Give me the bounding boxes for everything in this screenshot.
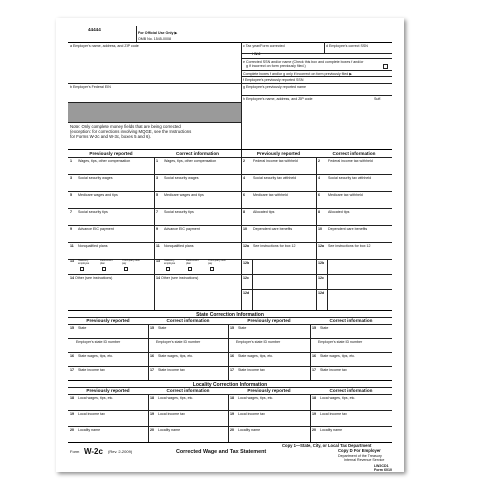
left-prev-box-label: Social security tips: [78, 210, 108, 214]
locality-box-number: 20: [70, 428, 74, 432]
locality-row-line: [68, 426, 392, 427]
left-prev-box-number: 7: [70, 210, 72, 214]
locality-box-label: Local income tax: [238, 412, 265, 416]
w2-label: / W-2: [252, 52, 261, 56]
right-prev-box-label: Dependent care benefits: [253, 227, 293, 231]
left-corr-box-label: Advance EIC payment: [164, 227, 200, 231]
state-box-label: State wages, tips, etc.: [238, 354, 274, 358]
locality-prev-header-2: Previously reported: [247, 388, 291, 393]
state-box-number: 17: [150, 368, 154, 372]
state-box-label: Employer's state ID number: [318, 340, 363, 344]
suffix-label: Suff.: [374, 97, 382, 101]
form-title: Corrected Wage and Tax Statement: [176, 449, 267, 455]
box-f-label: f Employee's previously reported SSN: [243, 78, 304, 82]
box-c-label: c Tax year/Form corrected: [243, 44, 285, 48]
note-line-3: for Forms W-2c and W-3c, boxes 5 and 6).: [70, 134, 152, 139]
form-code: LW2CD1: [374, 464, 389, 468]
state-prev-header-1: Previously reported: [86, 318, 130, 323]
state-row-line: [68, 338, 392, 339]
box-b-label: b Employer's Federal EIN: [70, 85, 111, 89]
left-corr-box-label: Medicare wages and tips: [164, 193, 204, 197]
state-corr-header-2: Correct information: [329, 318, 373, 323]
left-corr-box-label: Social security wages: [164, 176, 199, 180]
state-box-number: 15: [70, 326, 74, 330]
box-12d-prev: 12d: [243, 291, 250, 295]
state-box-number: 15: [230, 326, 234, 330]
locality-col-divider: [148, 394, 149, 442]
right-corr-box-label: Medicare tax withheld: [328, 193, 363, 197]
box-13-corr-statutory-checkbox[interactable]: [166, 267, 170, 271]
locality-box-number: 19: [230, 412, 234, 416]
right-prev-box-label: Social security tax withheld: [253, 176, 297, 180]
box-12d-corr: 12d: [318, 291, 325, 295]
left-corr-box-number: 9: [156, 227, 158, 231]
left-prev-box-label: Wages, tips, other compensation: [78, 159, 131, 163]
box-12b-corr: 12b: [318, 261, 325, 265]
box-13-corr-retirement-checkbox[interactable]: [188, 267, 192, 271]
left-prev-box-label: Nonqualified plans: [78, 244, 108, 248]
form-label: Form: [70, 449, 80, 454]
state-corr-header-1: Correct information: [166, 318, 210, 323]
locality-box-label: Locality name: [238, 428, 261, 432]
state-box-label: State: [320, 326, 329, 330]
state-box-label: State income tax: [158, 368, 185, 372]
locality-box-label: Local income tax: [78, 412, 105, 416]
right-corr-box-number: 4: [318, 176, 320, 180]
box-13-prev-statutory-checkbox[interactable]: [80, 267, 84, 271]
state-box-label: State wages, tips, etc.: [158, 354, 194, 358]
right-prev-box-number: 4: [243, 176, 245, 180]
state-box-label: Employer's state ID number: [156, 340, 201, 344]
right-prev-box-number: 10: [243, 227, 247, 231]
box-13-corr-sickpay-checkbox[interactable]: [210, 267, 214, 271]
locality-box-label: Local income tax: [320, 412, 347, 416]
dept-treasury: Department of the Treasury: [338, 454, 382, 458]
box-14-prev-label: 14 Other (see instructions): [70, 276, 113, 280]
state-box-label: State income tax: [78, 368, 105, 372]
box-13-prev-sickpay-checkbox[interactable]: [124, 267, 128, 271]
left-prev-box-number: 1: [70, 159, 72, 163]
locality-box-number: 19: [70, 412, 74, 416]
box-e-checkbox[interactable]: [383, 64, 388, 69]
state-box-label: State income tax: [320, 368, 347, 372]
locality-section-title: Locality Correction Information: [192, 382, 268, 388]
box-e-label-2: g if incorrect on form previously filed.): [246, 64, 306, 68]
complete-fg-note: Complete boxes f and/or g only if incorrect on form previously filed ▶: [243, 72, 353, 76]
state-box-number: 16: [150, 354, 154, 358]
box-12c-corr: 12c: [318, 276, 324, 280]
left-corr-box-label: Wages, tips, other compensation: [164, 159, 217, 163]
right-corr-box-number: 10: [318, 227, 322, 231]
state-box-number: 15: [312, 326, 316, 330]
left-corr-header: Correct information: [176, 151, 219, 156]
box-13-prev-retirement-checkbox[interactable]: [102, 267, 106, 271]
omb-number: OMB No. 1545-0008: [138, 37, 171, 41]
state-prev-header-2: Previously reported: [247, 318, 291, 323]
state-box-label: State: [78, 326, 87, 330]
box-13-corr-retirement: Retirement plan: [186, 259, 199, 265]
locality-box-number: 18: [70, 396, 74, 400]
right-corr-box-label: Federal income tax withheld: [328, 159, 373, 163]
box-13-corr-statutory: Statutory employee: [164, 259, 176, 265]
right-prev-box-label: See instructions for box 12: [253, 244, 296, 248]
right-prev-box-number: 12a: [243, 244, 249, 248]
state-box-label: State wages, tips, etc.: [78, 354, 114, 358]
locality-box-number: 18: [150, 396, 154, 400]
box-13-prev-number: 13: [70, 259, 74, 263]
locality-box-label: Locality name: [158, 428, 181, 432]
box-13-corr-sickpay: Third-party sick pay: [208, 259, 226, 265]
form-number: Form 6010: [374, 468, 392, 472]
state-box-label: State wages, tips, etc.: [320, 354, 356, 358]
state-box-number: 17: [230, 368, 234, 372]
left-corr-box-number: 1: [156, 159, 158, 163]
row-line: [68, 191, 392, 192]
right-corr-header: Correct information: [332, 151, 376, 156]
state-box-number: 15: [150, 326, 154, 330]
left-corr-box-number: 3: [156, 176, 158, 180]
box-g-label: g Employee's previously reported name: [243, 85, 307, 89]
shaded-area: [68, 102, 241, 122]
row-line: [68, 208, 392, 209]
box-14-corr-label: 14 Other (see instructions): [156, 276, 199, 280]
dept-irs: Internal Revenue Service: [344, 458, 385, 462]
box-a-label: a Employer's name, address, and ZIP code: [70, 44, 139, 48]
state-box-label: State: [238, 326, 247, 330]
row-line: [68, 225, 392, 226]
locality-box-label: Local wages, tips, etc.: [78, 396, 114, 400]
note-line-2: (exception: for corrections involving MQGE, see the Instructions: [70, 129, 192, 134]
right-prev-header: Previously reported: [256, 151, 301, 156]
left-prev-box-label: Social security wages: [78, 176, 113, 180]
left-corr-box-number: 11: [156, 244, 160, 248]
locality-box-number: 20: [150, 428, 154, 432]
locality-box-number: 19: [150, 412, 154, 416]
locality-box-label: Local wages, tips, etc.: [158, 396, 194, 400]
state-box-label: Employer's state ID number: [76, 340, 121, 344]
form-page: [56, 18, 404, 472]
state-box-label: Employer's state ID number: [236, 340, 281, 344]
note-line-1: Note: Only complete money fields that are being corrected: [70, 124, 181, 129]
left-prev-box-number: 11: [70, 244, 74, 248]
left-prev-header: Previously reported: [89, 151, 133, 156]
locality-box-label: Locality name: [78, 428, 101, 432]
copy-line-2: Copy D For Employer: [338, 448, 381, 453]
state-row-line: [68, 366, 392, 367]
right-corr-box-number: 6: [318, 193, 320, 197]
locality-col-divider: [228, 394, 229, 442]
box-13-corr-number: 13: [156, 259, 160, 263]
right-prev-box-number: 8: [243, 210, 245, 214]
state-box-number: 16: [230, 354, 234, 358]
state-box-number: 16: [312, 354, 316, 358]
right-corr-box-number: 12a: [318, 244, 324, 248]
locality-box-number: 18: [230, 396, 234, 400]
left-prev-box-number: 5: [70, 193, 72, 197]
official-use-label: For Official Use Only ▶: [138, 31, 178, 35]
locality-corr-header-2: Correct information: [329, 388, 373, 393]
left-corr-box-number: 5: [156, 193, 158, 197]
form-name: W-2c: [84, 447, 103, 456]
right-prev-box-label: Federal income tax withheld: [253, 159, 298, 163]
box-12b-prev: 12b: [243, 261, 250, 265]
locality-box-number: 18: [312, 396, 316, 400]
left-prev-box-number: 3: [70, 176, 72, 180]
left-prev-box-label: Advance EIC payment: [78, 227, 114, 231]
locality-prev-header-1: Previously reported: [86, 388, 130, 393]
locality-box-label: Local wages, tips, etc.: [320, 396, 356, 400]
locality-box-number: 20: [230, 428, 234, 432]
state-box-label: State: [158, 326, 167, 330]
state-box-number: 17: [70, 368, 74, 372]
locality-corr-header-1: Correct information: [166, 388, 210, 393]
locality-box-label: Local income tax: [158, 412, 185, 416]
right-corr-box-label: Dependent care benefits: [328, 227, 368, 231]
box-12c-prev: 12c: [243, 276, 249, 280]
state-row-line: [68, 352, 392, 353]
left-corr-box-label: Nonqualified plans: [164, 244, 194, 248]
row-line: [68, 242, 392, 243]
locality-col-divider: [310, 394, 311, 442]
right-prev-box-number: 2: [243, 159, 245, 163]
locality-row-line: [68, 410, 392, 411]
right-prev-box-number: 6: [243, 193, 245, 197]
right-prev-box-label: Allocated tips: [253, 210, 275, 214]
right-corr-box-label: Allocated tips: [328, 210, 350, 214]
box-13-prev-statutory: Statutory employee: [78, 259, 90, 265]
locality-box-number: 20: [312, 428, 316, 432]
left-corr-box-number: 7: [156, 210, 158, 214]
control-number: 44444: [88, 27, 101, 32]
locality-box-label: Local wages, tips, etc.: [238, 396, 274, 400]
state-box-number: 16: [70, 354, 74, 358]
locality-box-number: 19: [312, 412, 316, 416]
locality-box-label: Locality name: [320, 428, 343, 432]
right-corr-box-label: Social security tax withheld: [328, 176, 372, 180]
form-revision: (Rev. 2-2009): [108, 449, 133, 454]
right-corr-box-number: 8: [318, 210, 320, 214]
box-13-prev-retirement: Retirement plan: [100, 259, 113, 265]
box-h-label: h Employee's name, address, and ZIP code: [243, 97, 313, 101]
left-prev-box-label: Medicare wages and tips: [78, 193, 118, 197]
state-box-number: 17: [312, 368, 316, 372]
row-line: [68, 174, 392, 175]
state-box-label: State income tax: [238, 368, 265, 372]
left-corr-box-label: Social security tips: [164, 210, 194, 214]
state-section-title: State Correction Information: [196, 312, 264, 318]
box-13-prev-sickpay: Third-party sick pay: [122, 259, 140, 265]
box-e-label: e Corrected SSN and/or name (Check this box and complete boxes f and/or: [243, 60, 364, 64]
copy-line-1: Copy 1—State, City, or Local Tax Department: [282, 443, 372, 448]
left-prev-box-number: 9: [70, 227, 72, 231]
right-corr-box-number: 2: [318, 159, 320, 163]
right-prev-box-label: Medicare tax withheld: [253, 193, 288, 197]
right-corr-box-label: See instructions for box 12: [328, 244, 371, 248]
box-d-label: d Employee's correct SSN: [326, 44, 368, 48]
